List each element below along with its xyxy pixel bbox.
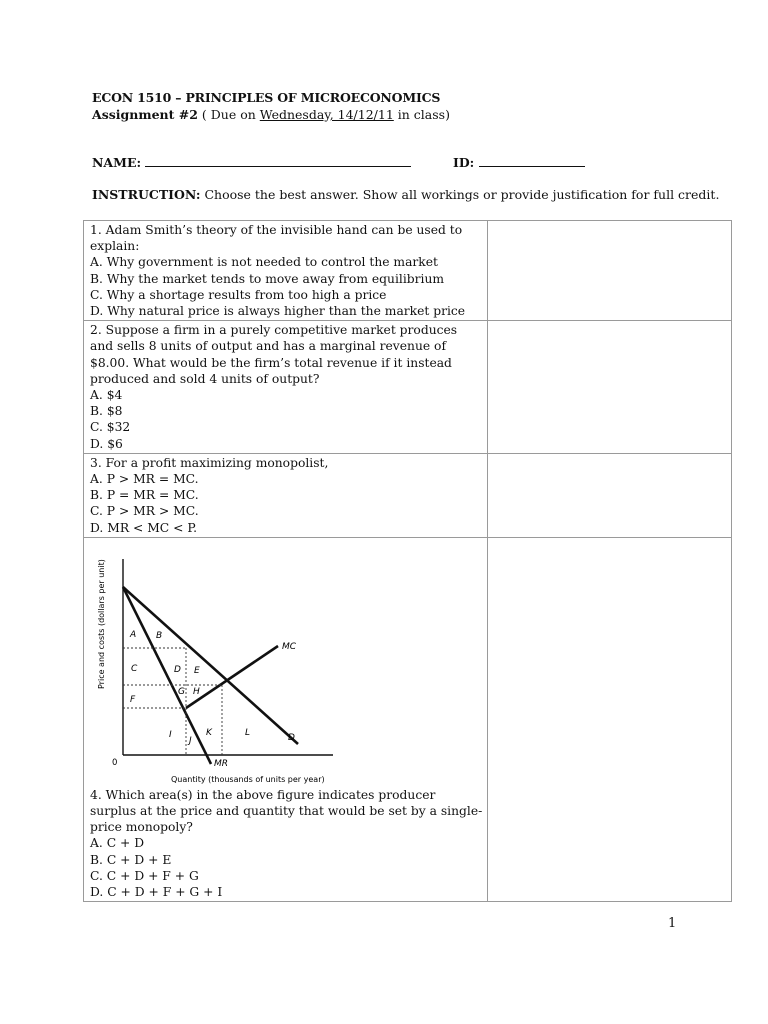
- question-2: [84, 321, 488, 454]
- question-3: [84, 453, 488, 537]
- demand-curve: [123, 587, 298, 744]
- question-3-line: 3. For a profit maximizing monopolist,: [90, 455, 329, 470]
- mc-label: MC: [282, 641, 297, 652]
- area-label-j: J: [189, 735, 192, 746]
- area-label-h: H: [193, 686, 200, 697]
- area-label-l: L: [245, 727, 251, 738]
- y-axis-label: Price and costs (dollars per unit): [97, 559, 106, 689]
- question-row-2: [84, 321, 732, 454]
- question-1-option-a: A. Why government is not needed to control the market: [90, 255, 438, 270]
- question-4-line: price monopoly?: [90, 820, 193, 835]
- question-1-line: 1. Adam Smith’s theory of the invisible hand can be used to: [90, 223, 463, 237]
- question-3-option-a: A. P > MR = MC.: [90, 472, 199, 487]
- question-row-3: [84, 453, 732, 537]
- question-2-option-b: B. $8: [90, 404, 123, 419]
- area-label-b: B: [156, 630, 163, 641]
- area-label-c: C: [131, 663, 138, 674]
- area-label-k: K: [206, 727, 212, 738]
- question-4-option-c: C. C + D + F + G: [90, 868, 199, 883]
- answer-box-2[interactable]: [488, 321, 732, 454]
- area-label-i: I: [169, 729, 172, 740]
- mr-label: MR: [214, 758, 229, 769]
- assignment-label: Assignment #2: [92, 107, 198, 122]
- question-4-option-a: A. C + D: [90, 836, 145, 851]
- course-title: ECON 1510 – PRINCIPLES OF MICROECONOMICS: [92, 90, 441, 105]
- id-blank[interactable]: [479, 166, 585, 167]
- question-3-option-b: B. P = MR = MC.: [90, 488, 199, 503]
- name-label: NAME:: [92, 155, 142, 170]
- question-4-option-b: B. C + D + E: [90, 852, 172, 867]
- instruction: [92, 187, 732, 202]
- area-label-g: G: [178, 686, 185, 697]
- question-2-line: $8.00. What would be the firm’s total revenue if it instead: [90, 355, 452, 370]
- monopoly-diagram: [90, 547, 350, 787]
- question-2-line: and sells 8 units of output and has a marginal revenue of: [90, 339, 447, 354]
- origin-label: 0: [112, 757, 118, 768]
- x-axis-label: Quantity (thousands of units per year): [171, 774, 325, 784]
- question-4-line: surplus at the price and quantity that would be set by a single-: [90, 804, 483, 819]
- question-2-option-c: C. $32: [90, 420, 131, 435]
- instruction-text: Choose the best answer. Show all workings or provide justification for full credit.: [200, 187, 720, 202]
- name-field: [92, 155, 411, 170]
- due-prefix: ( Due on: [197, 107, 260, 122]
- question-row-1: [84, 221, 732, 321]
- question-1-option-c: C. Why a shortage results from too high a price: [90, 287, 387, 302]
- question-3-option-d: D. MR < MC < P.: [90, 520, 198, 535]
- question-1-line: explain:: [90, 239, 140, 254]
- questions-table: [83, 220, 732, 902]
- question-2-option-a: A. $4: [90, 388, 123, 403]
- id-field: [453, 155, 585, 170]
- question-1: [84, 221, 488, 321]
- answer-box-4[interactable]: [488, 537, 732, 901]
- assignment-line: [92, 107, 450, 122]
- monopoly-figure: [90, 547, 350, 787]
- question-1-option-b: B. Why the market tends to move away from equilibrium: [90, 271, 445, 286]
- question-4-line: 4. Which area(s) in the above figure indicates producer: [90, 787, 436, 802]
- answer-box-1[interactable]: [488, 221, 732, 321]
- due-date: Wednesday, 14/12/11: [259, 107, 394, 122]
- d-label: D: [288, 732, 295, 743]
- page-number: 1: [668, 916, 677, 931]
- question-4-option-d: D. C + D + F + G + I: [90, 885, 223, 900]
- question-2-option-d: D. $6: [90, 436, 123, 451]
- question-2-line: produced and sold 4 units of output?: [90, 371, 320, 386]
- answer-box-3[interactable]: [488, 453, 732, 537]
- question-2-line: 2. Suppose a firm in a purely competitive market produces: [90, 323, 458, 338]
- instruction-label: INSTRUCTION:: [92, 187, 201, 202]
- area-label-d: D: [174, 664, 181, 675]
- question-row-4: [84, 537, 732, 901]
- name-blank[interactable]: [145, 166, 411, 167]
- question-3-option-c: C. P > MR > MC.: [90, 504, 199, 519]
- area-label-f: F: [130, 694, 136, 705]
- area-label-e: E: [194, 665, 200, 676]
- due-suffix: in class): [393, 107, 450, 122]
- area-label-a: A: [130, 629, 137, 640]
- question-1-option-d: D. Why natural price is always higher than the market price: [90, 304, 466, 319]
- id-label: ID:: [453, 155, 475, 170]
- question-4: [84, 537, 488, 901]
